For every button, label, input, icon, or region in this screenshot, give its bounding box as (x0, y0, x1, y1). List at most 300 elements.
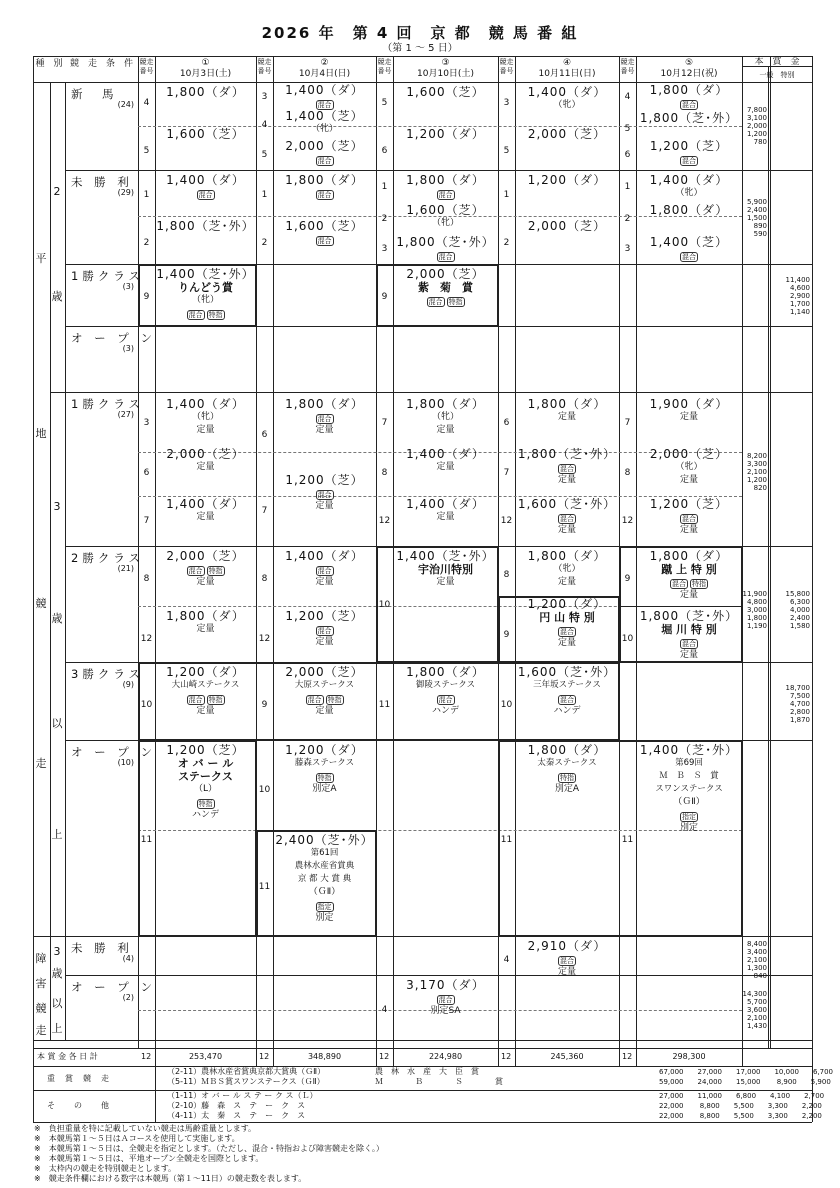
race-name-small: 御陵ステークス (415, 680, 476, 690)
race-number: 6 (143, 468, 150, 478)
race-weight: 定量 (196, 577, 215, 587)
race-number: 10 (378, 600, 391, 610)
special-race-frame (376, 546, 499, 663)
race-weight: 定量 (315, 501, 334, 511)
race-badge: 混合 (317, 237, 332, 245)
race-distance: 1,400（芝･外） (156, 267, 255, 281)
race-cell (393, 979, 498, 1018)
race-distance: 1,200（芝） (285, 473, 364, 487)
race-weight: ハンデ (553, 706, 581, 716)
race-cell (273, 474, 376, 513)
race-cell (155, 610, 256, 636)
race-distance: 1,400（ダ） (166, 497, 245, 511)
race-weight: 定量 (436, 577, 455, 587)
race-cell (636, 448, 742, 487)
race-number: 3 (143, 418, 150, 428)
race-distance: 1,400（ダ） (406, 447, 485, 461)
race-number: 3 (503, 98, 510, 108)
grid-line (50, 392, 812, 393)
race-badge: 混合 (560, 628, 574, 636)
grid-line (742, 1048, 743, 1066)
race-number: 5 (503, 146, 510, 156)
race-badge: 指定 (682, 813, 696, 821)
race-weight: 定量 (557, 638, 576, 648)
race-weight: 定量 (315, 425, 334, 435)
race-cell (155, 398, 256, 437)
race-number: 1 (381, 182, 388, 192)
total-race-count: 12 (141, 1052, 152, 1061)
race-distance: 1,800（芝･外） (156, 219, 255, 233)
grid-line (65, 82, 66, 1040)
race-sub: （牝） (431, 412, 459, 422)
race-number: 8 (381, 468, 388, 478)
race-number: 7 (143, 516, 150, 526)
race-cell (515, 398, 619, 424)
race-cell (393, 498, 498, 524)
header-race-number: 競走番号 (499, 58, 514, 75)
cond-count-jmisho: (4) (122, 954, 134, 963)
grid-line (770, 66, 771, 1048)
race-badge: 混合 (672, 580, 686, 588)
cond-count-one3: (27) (117, 410, 134, 419)
race-badge: 混合 (317, 627, 332, 635)
race-badge: 特指 (448, 298, 463, 306)
race-badge: 混合 (682, 157, 696, 165)
cond-jmisho: 未 勝 利 (71, 941, 133, 955)
race-weight: ハンデ (431, 706, 459, 716)
race-name-small: 農林水産省賞典 (294, 861, 355, 871)
race-weight: 定量 (196, 706, 215, 716)
race-cell (636, 174, 742, 200)
race-badge: 特指 (208, 311, 223, 319)
race-number: 7 (503, 468, 510, 478)
footnote: ※ 太枠内の競走を特別競走とします。 (34, 1164, 177, 1173)
race-number: 10 (621, 634, 634, 644)
special-race-frame (138, 740, 257, 937)
race-distance: 1,400（ダ） (285, 549, 364, 563)
race-number: 10 (140, 700, 153, 710)
grid-line (619, 606, 742, 607)
race-number: 10 (500, 700, 513, 710)
header-race-number: 競走番号 (620, 58, 635, 75)
race-cell (515, 174, 619, 187)
race-sub: （牝） (675, 462, 703, 472)
race-weight: 定量 (679, 412, 698, 422)
race-badge: 混合 (317, 415, 332, 423)
race-cell (393, 204, 498, 230)
race-sub: （L） (193, 784, 217, 794)
race-distance: 1,800（ダ） (166, 85, 245, 99)
race-number: 9 (503, 630, 510, 640)
header-day-1: ① 10月3日(土) (179, 58, 232, 79)
race-badge: 特指 (692, 580, 706, 588)
special-race-frame (498, 596, 620, 663)
race-name-small: 藤森ステークス (294, 758, 355, 768)
total-prize: 224,980 (428, 1052, 463, 1061)
race-badge: 特指 (208, 696, 223, 704)
header-race-number: 競走番号 (377, 58, 392, 75)
race-distance: 1,800（ダ） (649, 203, 729, 217)
race-weight: 別定A (554, 784, 580, 794)
header-condition: 競 走 条 件 (69, 59, 133, 69)
grid-line (498, 1048, 499, 1066)
race-cell (273, 550, 376, 589)
cond-open2: オ ー プ ン (71, 331, 156, 345)
race-number: 4 (624, 92, 631, 102)
grid-line (256, 1048, 257, 1066)
race-number: 4 (261, 120, 268, 130)
race-distance: 1,600（芝･外） (517, 665, 617, 679)
type-jump-char: 障 (35, 952, 47, 965)
total-prize: 253,470 (188, 1052, 223, 1061)
race-cell (515, 448, 619, 487)
race-distance: 1,600（芝） (166, 127, 245, 141)
race-cell (393, 128, 498, 141)
race-badge: 特指 (327, 696, 342, 704)
race-cell (636, 236, 742, 262)
race-cell (273, 140, 376, 166)
race-distance: 1,800（ダ） (166, 609, 245, 623)
race-distance: 2,000（芝） (527, 127, 607, 141)
age-3up-char: 上 (51, 828, 63, 841)
race-number: 12 (500, 516, 513, 526)
race-weight: 定量 (315, 577, 334, 587)
prize-values: 11,900 4,800 3,000 1,800 1,190 (742, 590, 767, 630)
sonota-values: 27,000 11,000 6,800 4,100 2,700 22,000 8,800 5,500 3,300 2,200 22,000 8,800 5,500 3,300 2,200 (659, 1092, 825, 1120)
prize-values: 8,400 3,400 2,100 1,300 840 (746, 940, 767, 980)
race-number: 1 (624, 182, 631, 192)
race-cell (155, 498, 256, 524)
race-number: 10 (258, 785, 271, 795)
prize-values: 11,400 4,600 2,900 1,700 1,140 (785, 276, 810, 316)
race-name: 円 山 特 別 (539, 611, 595, 624)
race-distance: 1,800（ダ） (527, 743, 607, 757)
sonota-lines: （1-11）オ バ ー ル ス テ ー ク ス（Ｌ） （2-10）藤 森 ス テ ー ク ス （4-11）太 秦 ス テ ー ク ス (167, 1091, 318, 1120)
race-distance: 1,200（ダ） (406, 127, 485, 141)
race-name-small: 第61回 (310, 848, 339, 858)
race-cell (515, 86, 619, 112)
race-cell (155, 86, 256, 99)
cond-one3: 1勝クラス (71, 397, 144, 411)
race-number: 3 (261, 92, 268, 102)
race-cell (636, 498, 742, 537)
race-cell (515, 550, 619, 589)
race-badge: 混合 (682, 640, 696, 648)
race-badge: 混合 (682, 253, 696, 261)
race-badge: 混合 (438, 253, 453, 261)
race-number: 4 (143, 98, 150, 108)
header-prize: 本 賞 金 (754, 57, 800, 67)
grid-line (50, 82, 51, 1040)
race-weight: 定量 (557, 577, 576, 587)
total-prize: 245,360 (550, 1052, 584, 1061)
race-distance: 1,800（ダ） (406, 397, 485, 411)
race-badge: 混合 (188, 311, 203, 319)
race-distance: 1,200（ダ） (527, 597, 607, 611)
race-distance: 1,400（ダ） (166, 173, 245, 187)
race-weight: 定量 (196, 512, 215, 522)
race-weight: 定量 (679, 475, 698, 485)
race-number: 2 (624, 214, 631, 224)
race-weight: 別定A (312, 784, 337, 794)
race-name-small: 太秦ステークス (537, 758, 597, 768)
header-race-number: 競走番号 (139, 58, 154, 75)
race-number: 6 (624, 150, 631, 160)
race-number: 8 (143, 574, 150, 584)
race-name: 紫 菊 賞 (418, 281, 473, 294)
race-number: 4 (503, 955, 510, 965)
race-distance: 1,400（ダ） (527, 85, 607, 99)
total-race-count: 12 (259, 1052, 270, 1061)
race-cell (515, 220, 619, 233)
juusho-values: 67,000 27,000 17,000 10,000 6,700 59,000 24,000 15,000 8,900 5,900 (659, 1068, 834, 1086)
race-number: 2 (261, 238, 268, 248)
race-weight: 定量 (679, 590, 698, 600)
race-cell (155, 220, 256, 233)
race-badge: 特指 (198, 800, 213, 808)
race-cell (155, 128, 256, 141)
race-sub: （牝） (675, 188, 703, 198)
type-flat-char: 平 (35, 252, 47, 265)
race-sub: （牝） (191, 412, 219, 422)
age-3up-char: 3 (53, 500, 61, 513)
race-weight: 定量 (679, 525, 698, 535)
cond-count-jopen: (2) (122, 993, 134, 1002)
special-race-frame (376, 264, 499, 327)
cond-count-three3: (9) (122, 680, 134, 689)
race-name-small: 大山崎ステークス (171, 680, 240, 690)
race-weight: 定量 (436, 512, 455, 522)
race-distance: 2,000（芝） (285, 665, 364, 679)
grid-line (33, 1040, 812, 1041)
total-race-count: 12 (379, 1052, 390, 1061)
race-distance: 1,200（ダ） (285, 743, 364, 757)
race-cell (393, 448, 498, 474)
cond-count-shinba: (24) (117, 100, 134, 109)
header-day-4: ④ 10月11日(日) (538, 58, 596, 79)
footnote: ※ 本競馬第１〜５日は、全競走を指定とします。（ただし、混合・特指および障害競走を除く。） (34, 1144, 384, 1153)
race-distance: 1,800（ダ） (285, 397, 364, 411)
race-badge: 混合 (428, 298, 443, 306)
grid-line (33, 1122, 812, 1123)
race-name-small: 第69回 (675, 758, 703, 768)
cond-count-one2: (3) (122, 282, 134, 291)
cond-count-open3: (10) (117, 758, 134, 767)
juusho-label: 重 賞 競 走 (47, 1074, 110, 1083)
race-name: 堀 川 特 別 (661, 623, 717, 636)
jump-age-char: 上 (51, 1022, 63, 1035)
race-badge: 混合 (188, 696, 203, 704)
header-day-2: ② 10月4日(日) (298, 58, 351, 79)
race-weight: 定量 (557, 967, 576, 977)
cond-count-two3: (21) (117, 564, 134, 573)
race-badge: 特指 (317, 774, 332, 782)
type-jump-char: 害 (35, 977, 47, 990)
juusho-lines: （2-11）農林水産省賞典京都大賞典（ＧⅡ） （5-11）ＭＢＳ賞スワンステークス（ＧⅡ） (167, 1067, 326, 1086)
race-sub: （牝） (431, 218, 459, 228)
race-number: 12 (140, 634, 153, 644)
race-weight: 定量 (315, 637, 334, 647)
race-distance: 1,800（ダ） (649, 549, 729, 563)
race-number: 11 (378, 700, 391, 710)
race-number: 12 (258, 634, 271, 644)
race-cell (636, 204, 742, 217)
race-weight: 別定 (679, 823, 698, 833)
race-badge: 混合 (560, 465, 574, 473)
race-distance: 1,200（芝） (649, 497, 729, 511)
race-distance: 2,000（芝） (285, 139, 364, 153)
special-race-frame (138, 662, 620, 741)
header-race-number: 競走番号 (257, 58, 272, 75)
race-weight: 定量 (557, 475, 576, 485)
special-race-frame (498, 740, 743, 937)
race-number: 8 (624, 468, 631, 478)
race-name: 宇治川特別 (418, 563, 473, 576)
race-distance: 1,400（芝･外） (396, 549, 495, 563)
race-cell (636, 140, 742, 166)
race-number: 12 (621, 516, 634, 526)
race-name: りんどう賞 (178, 281, 233, 294)
race-badge: 混合 (682, 515, 696, 523)
juusho-mid: 農 林 水 産 大 臣 賞 Ｍ Ｂ Ｓ 賞 (375, 1067, 503, 1086)
total-race-count: 12 (622, 1052, 633, 1061)
prize-values: 15,800 6,300 4,000 2,400 1,580 (785, 590, 810, 630)
race-number: 9 (624, 574, 631, 584)
race-badge: 混合 (188, 567, 203, 575)
race-name: オ バ ー ル (177, 757, 234, 770)
race-number: 2 (381, 214, 388, 224)
race-badge: 混合 (438, 696, 453, 704)
race-distance: 1,800（ダ） (527, 397, 607, 411)
race-badge: 混合 (438, 996, 453, 1004)
race-number: 1 (261, 190, 268, 200)
race-distance: 1,800（芝･外） (396, 235, 495, 249)
age-3up-char: 以 (51, 717, 63, 730)
race-weight: 定量 (557, 525, 576, 535)
race-distance: 1,400（ダ） (649, 173, 729, 187)
race-weight: 定量 (436, 425, 455, 435)
cond-count-misho2: (29) (117, 188, 134, 197)
race-badge: 特指 (208, 567, 223, 575)
race-number: 6 (261, 430, 268, 440)
jump-age-char: 以 (51, 997, 63, 1010)
race-distance: 2,000（芝） (166, 447, 245, 461)
race-name-small: 三年坂ステークス (533, 680, 601, 690)
race-distance: 1,800（芝･外） (517, 447, 617, 461)
race-number: 11 (140, 835, 153, 845)
race-distance: 1,400（芝） (285, 109, 364, 123)
cond-three3: 3勝クラス (71, 667, 144, 681)
race-distance: 1,800（ダ） (285, 173, 364, 187)
race-distance: 3,170（ダ） (406, 978, 485, 992)
footnotes (34, 1124, 384, 1184)
race-cell (393, 236, 498, 262)
grid-line (33, 1048, 812, 1049)
type-flat-char: 走 (35, 757, 47, 770)
footnote: ※ 本競馬第１〜５日は、平地オープン全競走を国際とします。 (34, 1154, 264, 1163)
race-number: 12 (378, 516, 391, 526)
race-cell (515, 498, 619, 537)
race-distance: 1,200（芝） (649, 139, 729, 153)
total-prize: 298,300 (672, 1052, 706, 1061)
race-number: 3 (381, 244, 388, 254)
race-distance: 1,600（芝） (285, 219, 364, 233)
race-name-small: Ｍ Ｂ Ｓ 賞 (659, 771, 719, 781)
footnote: ※ 本競馬第１〜５日はＡコースを使用して実施します。 (34, 1134, 240, 1143)
race-distance: 2,000（芝） (527, 219, 607, 233)
race-distance: 1,600（芝･外） (517, 497, 617, 511)
grid-line (33, 56, 812, 57)
race-badge: 混合 (317, 157, 332, 165)
cond-shinba: 新 馬 (71, 87, 118, 101)
race-cell (515, 940, 619, 979)
race-weight: 別定SA (430, 1006, 461, 1016)
prize-values: 8,200 3,300 2,100 1,200 820 (746, 452, 767, 492)
race-number: 8 (503, 570, 510, 580)
race-weight: 別定 (315, 913, 334, 923)
race-name-small: 大原ステークス (294, 680, 355, 690)
race-sub: （牝） (191, 295, 219, 305)
race-number: 11 (500, 835, 513, 845)
race-badge: 混合 (560, 957, 574, 965)
age-2-sai: 歳 (51, 290, 63, 303)
grid-line (812, 56, 813, 1122)
race-cell (155, 448, 256, 474)
race-distance: 1,800（ダ） (406, 665, 485, 679)
race-distance: 1,400（芝） (649, 235, 729, 249)
race-cell (273, 744, 376, 796)
race-distance: 1,200（ダ） (527, 173, 607, 187)
grid-line (376, 1048, 377, 1066)
type-flat-char: 地 (35, 427, 47, 440)
race-distance: 2,000（芝） (166, 549, 245, 563)
race-sub: （ＧⅡ） (308, 887, 341, 897)
totals-label: 本 賞 金 各 日 計 (37, 1052, 98, 1061)
race-weight: 定量 (315, 706, 334, 716)
race-badge: 混合 (560, 515, 574, 523)
race-distance: 1,200（芝） (166, 743, 245, 757)
race-badge: 混合 (307, 696, 322, 704)
race-distance: 1,800（ダ） (406, 173, 485, 187)
age-2: 2 (53, 185, 61, 198)
race-cell (636, 398, 742, 424)
race-number: 9 (261, 700, 268, 710)
race-cell (155, 550, 256, 589)
race-distance: 1,400（芝･外） (639, 743, 739, 757)
race-weight: 定量 (557, 412, 576, 422)
grid-line (768, 66, 769, 1048)
race-badge: 混合 (198, 191, 213, 199)
race-name-small: 京 都 大 賞 典 (297, 874, 352, 884)
grid-line (65, 170, 812, 171)
race-distance: 1,600（芝） (406, 85, 485, 99)
race-sub: （牝） (553, 564, 581, 574)
race-distance: 1,600（芝） (406, 203, 485, 217)
race-badge: 混合 (317, 567, 332, 575)
grid-line (155, 1066, 156, 1122)
special-race-frame (256, 830, 377, 937)
race-distance: 1,200（芝） (285, 609, 364, 623)
race-number: 4 (381, 1005, 388, 1015)
race-number: 5 (624, 124, 631, 134)
race-distance: 2,000（芝） (406, 267, 485, 281)
special-race-frame (619, 546, 743, 663)
race-cell (273, 84, 376, 110)
cond-count-open2: (3) (122, 344, 134, 353)
race-distance: 1,400（ダ） (166, 397, 245, 411)
type-jump-char: 競 (35, 1002, 47, 1015)
race-badge: 混合 (438, 191, 453, 199)
